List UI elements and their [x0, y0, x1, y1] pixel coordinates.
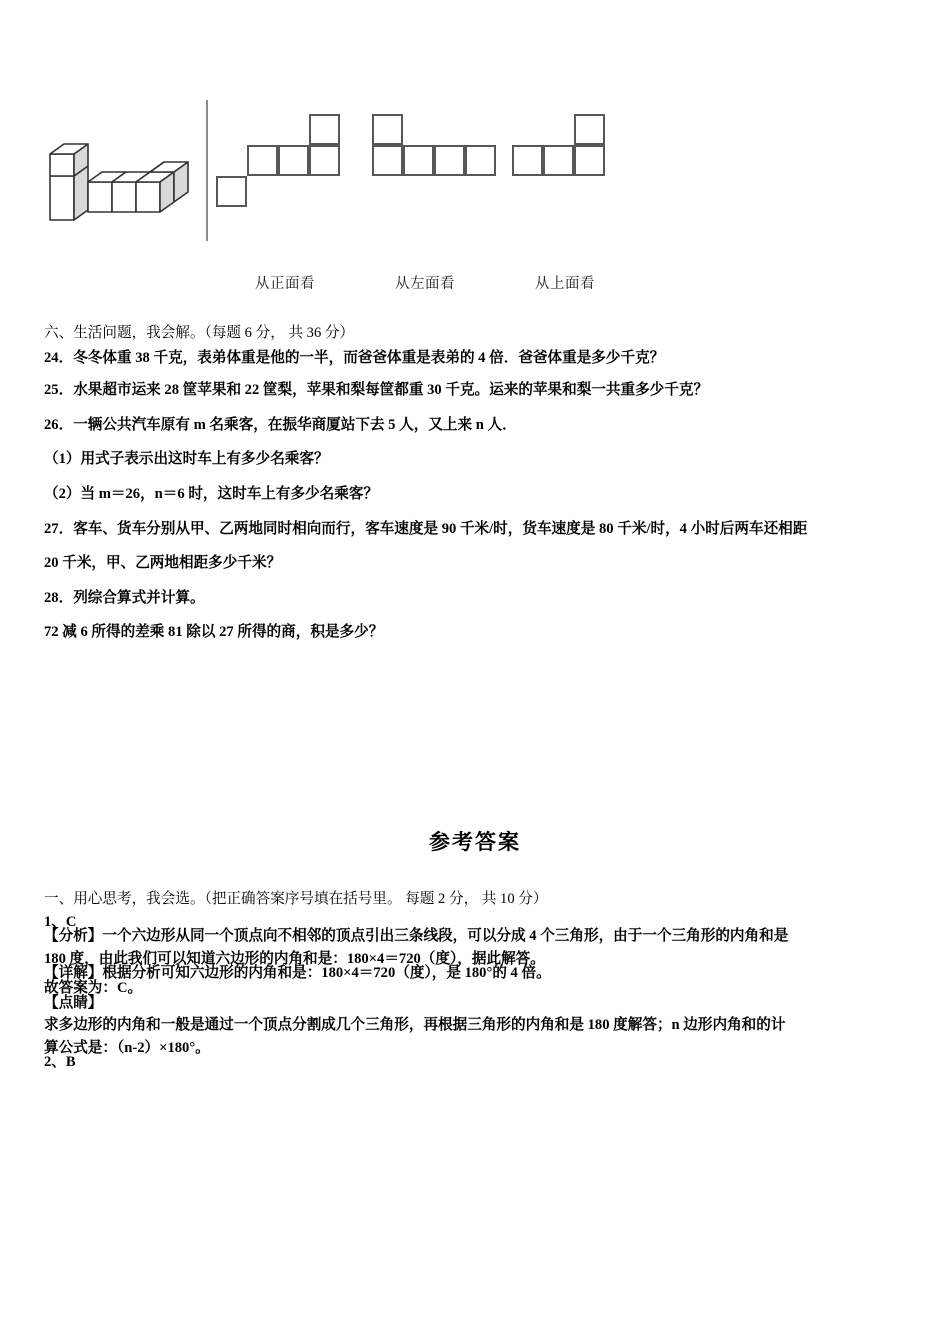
final-answer-text: 故答案为：C。 — [44, 979, 143, 996]
answer-item-2-value: 2、B — [44, 1054, 76, 1071]
question-27-continued — [44, 556, 910, 571]
grid-cell — [278, 145, 309, 176]
questions-section — [44, 326, 910, 660]
caption-left-view: 从左面看 — [395, 276, 455, 292]
question-26-part-1-text: （1）用式子表示出这时车上有多少名乘客？ — [44, 451, 329, 468]
question-27-number: 27． — [44, 520, 74, 537]
question-26-part-2-text: （2）当 m＝26，n＝6 时，这时车上有多少名乘客？ — [44, 485, 379, 502]
question-26-part-1 — [44, 452, 910, 467]
caption-front-view: 从正面看 — [255, 276, 315, 292]
tip-label-text: 【点睛】 — [44, 994, 103, 1011]
left-view-grid — [372, 114, 502, 184]
grid-cell — [372, 114, 403, 145]
grid-cell — [465, 145, 496, 176]
grid-cell — [216, 176, 247, 207]
analysis-line-2-text: 180 度，由此我们可以知道六边形的内角和是：180×4＝720（度），据此解答。 — [44, 950, 545, 967]
caption-top-view: 从上面看 — [535, 276, 595, 292]
grid-cell — [574, 114, 605, 145]
detail-line-text: 【详解】根据分析可知六边形的内角和是：180×4＝720（度），是 180°的 4 倍。 — [44, 965, 551, 982]
vertical-divider — [206, 100, 208, 241]
analysis-line-1 — [44, 929, 910, 944]
top-view-grid — [512, 114, 642, 184]
question-26-text: 一辆公共汽车原有 m 名乘客，在振华商厦站下去 5 人，又上来 n 人． — [73, 416, 517, 433]
front-view-grid — [216, 114, 366, 214]
grid-cell — [309, 145, 340, 176]
question-28-detail-text: 72 减 6 所得的差乘 81 除以 27 所得的商，积是多少？ — [44, 624, 384, 641]
question-28-number: 28． — [44, 589, 74, 606]
question-27 — [44, 522, 910, 537]
detail-line — [44, 966, 910, 981]
question-25-text: 水果超市运来 28 筐苹果和 22 筐梨，苹果和梨每筐都重 30 千克。运来的苹果和梨一共重多少千克？ — [73, 382, 709, 399]
isometric-cube-stack-icon — [44, 132, 204, 228]
question-27-continued-text: 20 千米，甲、乙两地相距多少千米？ — [44, 555, 282, 572]
question-24-number: 24． — [44, 349, 74, 366]
question-28 — [44, 591, 910, 606]
answer-item-2 — [44, 1055, 910, 1070]
answers-heading-one: 一、用心思考，我会选。（把正确答案序号填在括号里。 每题 2 分， 共 10 分） — [44, 891, 548, 907]
grid-cell — [309, 114, 340, 145]
answers-title: 参考答案 — [429, 831, 521, 854]
question-28-detail — [44, 625, 910, 640]
three-view-figure — [0, 0, 950, 310]
tip-line-1 — [44, 1018, 910, 1033]
grid-cell — [434, 145, 465, 176]
question-26-number: 26． — [44, 416, 74, 433]
grid-cell — [512, 145, 543, 176]
tip-line-2 — [44, 1041, 910, 1056]
grid-cell — [574, 145, 605, 176]
view-captions — [0, 272, 950, 298]
question-25 — [44, 383, 910, 398]
answers-section — [44, 892, 910, 1070]
grid-cell — [543, 145, 574, 176]
question-27-text: 客车、货车分别从甲、乙两地同时相向而行，客车速度是 90 千米/时，货车速度是 80 千米/时，4 小时后两车还相距 — [73, 520, 808, 537]
answer-item-1-value: 1、C — [44, 913, 77, 930]
tip-line-2-text: 算公式是：（n-2）×180°。 — [44, 1039, 210, 1056]
question-26-part-2 — [44, 487, 910, 502]
section-heading-six: 六、生活问题，我会解。（每题 6 分， 共 36 分） — [44, 325, 355, 341]
question-28-text: 列综合算式并计算。 — [73, 589, 205, 606]
tip-line-1-text: 求多边形的内角和一般是通过一个顶点分割成几个三角形，再根据三角形的内角和是 180 度解答；n 边形内角和的计 — [44, 1017, 786, 1034]
grid-cell — [372, 145, 403, 176]
tip-label — [44, 996, 910, 1011]
answer-item-1 — [44, 915, 910, 930]
question-24 — [44, 351, 910, 366]
question-24-text: 冬冬体重 38 千克，表弟体重是他的一半，而爸爸体重是表弟的 4 倍．爸爸体重是多少千克？ — [73, 349, 665, 366]
grid-cell — [247, 145, 278, 176]
question-25-number: 25． — [44, 382, 74, 399]
grid-cell — [403, 145, 434, 176]
question-26 — [44, 418, 910, 433]
analysis-line-1-text: 【分析】一个六边形从同一个顶点向不相邻的顶点引出三条线段，可以分成 4 个三角形，由于一个三角形的内角和是 — [44, 928, 789, 945]
final-answer-line — [44, 981, 910, 996]
